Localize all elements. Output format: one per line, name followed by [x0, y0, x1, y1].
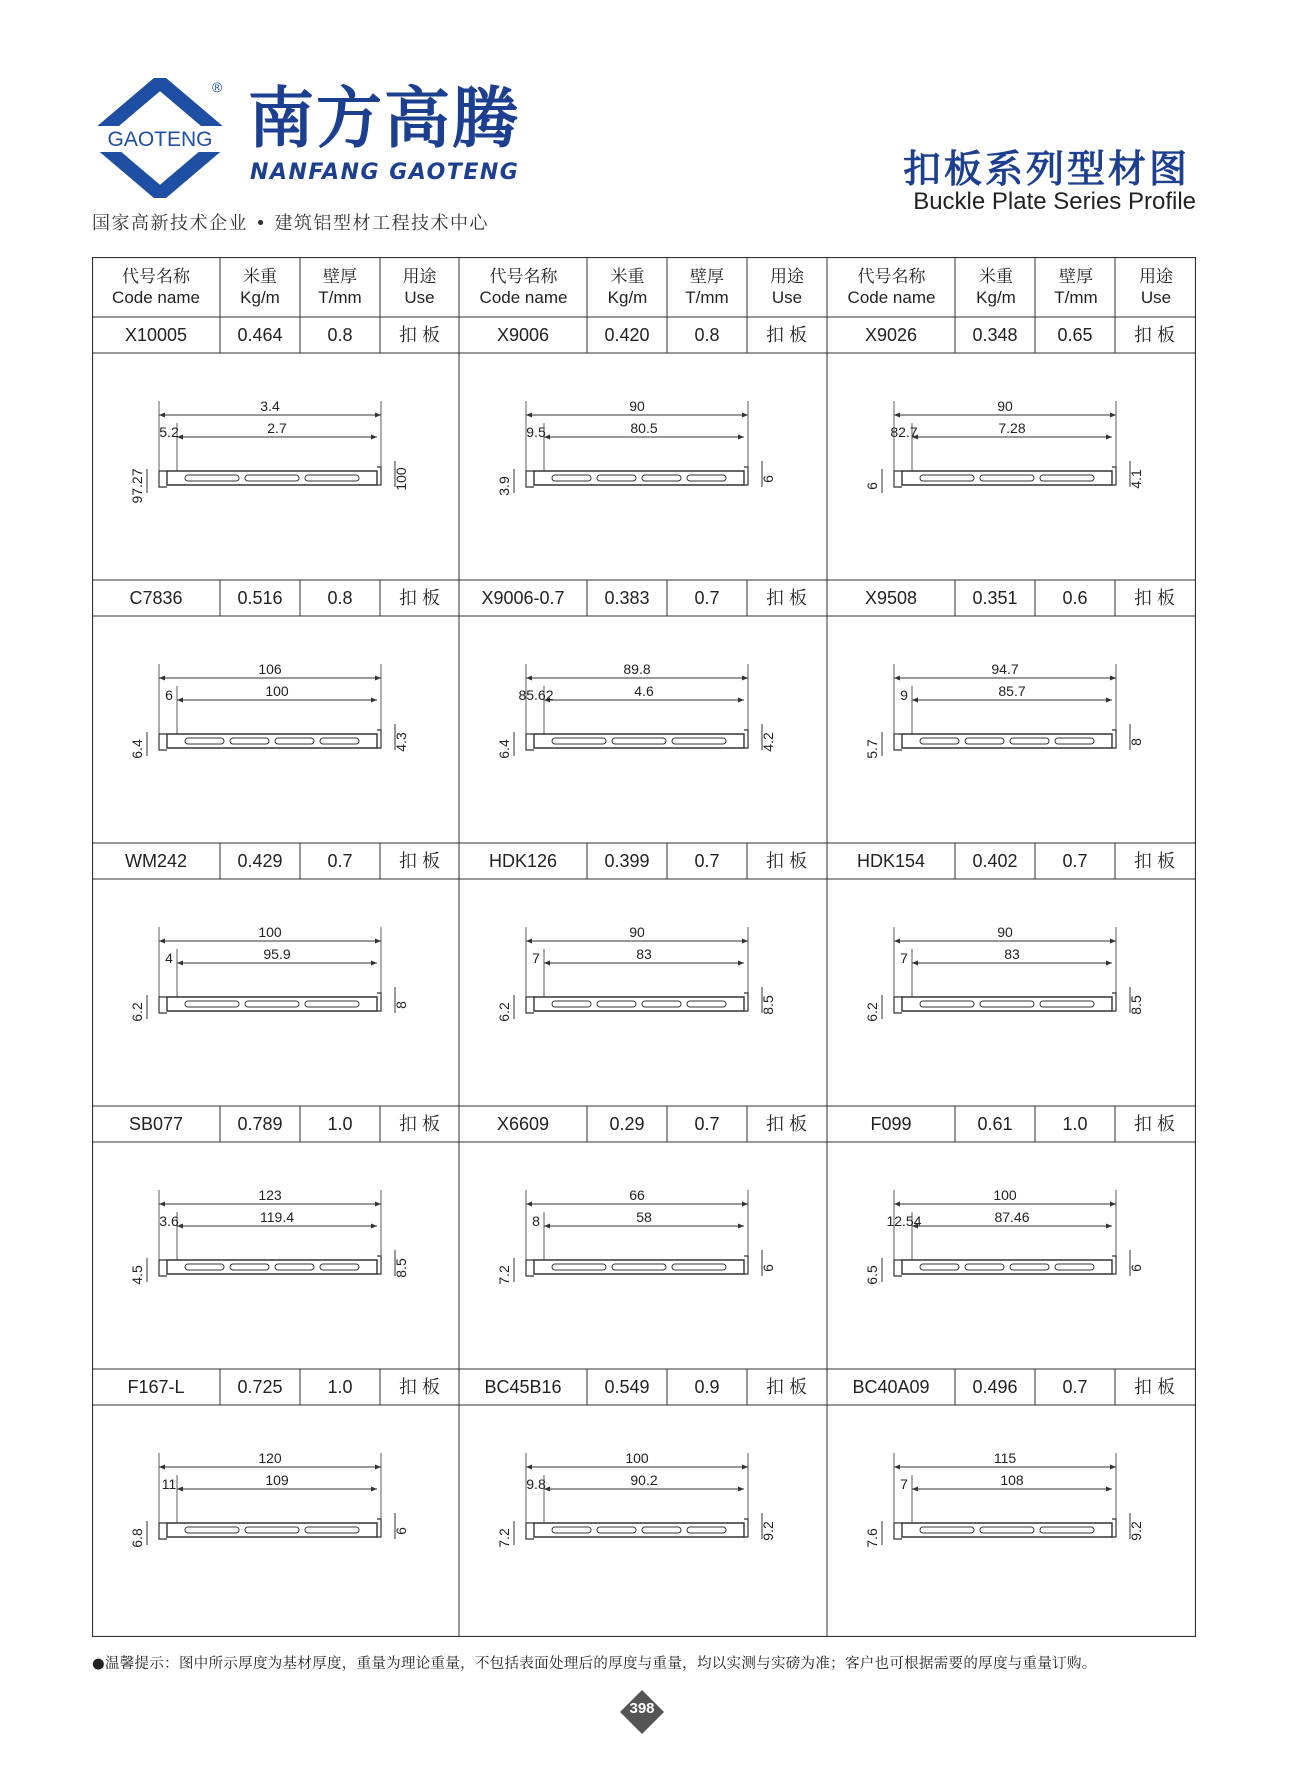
profile-drawing-F167-L: [129, 1450, 409, 1548]
cell-weight: 0.549: [604, 1377, 650, 1397]
profile-cavity: [245, 1527, 299, 1533]
dim-inner-width: 95.9: [263, 946, 291, 962]
cell-thickness: 0.7: [694, 1114, 720, 1134]
profile-cavity: [672, 1264, 726, 1270]
profile-svg: [827, 616, 1194, 843]
profile-svg: [827, 1142, 1194, 1369]
dim-right-height: 6: [760, 1264, 776, 1272]
profile-outline: [167, 471, 377, 485]
profile-outline: [902, 471, 1112, 485]
profile-drawing-X6609: [496, 1187, 776, 1285]
cell-use: 扣 板: [1133, 851, 1175, 871]
profile-svg: [92, 1142, 459, 1369]
profile-lip: [894, 471, 902, 487]
dim-overall-width: 106: [258, 661, 282, 677]
cell-code: X9508: [864, 588, 918, 608]
dim-offset: 9.8: [526, 1476, 546, 1492]
profile-outline: [902, 1523, 1112, 1537]
cell-weight: 0.402: [972, 851, 1018, 871]
profile-drawing-WM242: [129, 924, 409, 1022]
cell-use: 扣 板: [1133, 1377, 1175, 1397]
dim-right-height: 4.3: [393, 732, 409, 752]
profile-drawing-SB077: [129, 1187, 409, 1285]
cell-use: 扣 板: [1133, 1114, 1175, 1134]
table-header-row: [92, 257, 1196, 317]
dim-right-height: 6: [760, 475, 776, 483]
profile-svg: [827, 879, 1194, 1106]
profile-cavity: [642, 475, 681, 481]
profile-lip: [894, 1523, 902, 1539]
dim-right-height: 6: [393, 1527, 409, 1535]
brand-name-cn: 南方高腾: [248, 80, 520, 157]
profile-cavity: [275, 738, 314, 744]
header-thickness: 壁厚 T/mm: [1054, 267, 1098, 307]
profile-drawing-HDK154: [864, 924, 1144, 1022]
profile-cavity: [980, 475, 1034, 481]
cell-weight: 0.61: [977, 1114, 1013, 1134]
profile-cavity: [1010, 1264, 1049, 1270]
dim-offset: 9.5: [526, 424, 546, 440]
profile-cavity: [305, 475, 359, 481]
dim-left-height: 6: [864, 482, 880, 490]
dim-offset: 85.62: [518, 687, 554, 703]
dim-inner-width: 109: [265, 1472, 289, 1488]
cell-code: C7836: [129, 588, 183, 608]
profile-cavity: [230, 738, 269, 744]
cell-thickness: 0.8: [694, 325, 720, 345]
profile-cavity: [245, 1001, 299, 1007]
cell-weight: 0.399: [604, 851, 650, 871]
dim-right-height: 8: [393, 1001, 409, 1009]
page-title-en: Buckle Plate Series Profile: [913, 188, 1196, 215]
profile-svg: [827, 1405, 1194, 1632]
profile-outline: [534, 997, 744, 1011]
profile-cavity: [1055, 738, 1094, 744]
cell-thickness: 0.8: [327, 588, 353, 608]
profile-cavity: [980, 1001, 1034, 1007]
page-number: 398: [629, 1700, 655, 1717]
profile-lip: [526, 997, 534, 1013]
profile-cavity: [920, 475, 974, 481]
header-weight: 米重 Kg/m: [607, 267, 648, 307]
dim-left-height: 6.2: [129, 1002, 145, 1022]
cell-code: BC40A09: [852, 1377, 930, 1397]
dim-right-height: 8.5: [1128, 995, 1144, 1015]
profile-drawing-cell: [92, 1405, 459, 1632]
cell-use: 扣 板: [398, 325, 440, 345]
profile-cavity: [1040, 1001, 1094, 1007]
profile-drawing-cell: [459, 879, 827, 1106]
profile-cavity: [552, 1264, 606, 1270]
profile-drawing-cell: [827, 616, 1196, 843]
cell-weight: 0.29: [609, 1114, 645, 1134]
header-code: 代号名称 Code name: [479, 267, 568, 307]
company-tagline: 国家高新技术企业 • 建筑铝型材工程技术中心: [92, 213, 490, 234]
dim-inner-width: 83: [636, 946, 652, 962]
cell-weight: 0.789: [237, 1114, 283, 1134]
profile-lip: [159, 997, 167, 1013]
header-thickness: 壁厚 T/mm: [318, 267, 362, 307]
dim-inner-width: 119.4: [260, 1209, 294, 1225]
profile-drawing-cell: [92, 1142, 459, 1369]
product-row: [92, 843, 1196, 1106]
gaoteng-logo: [90, 78, 230, 198]
profile-drawing-X9006-0.7: [496, 661, 776, 759]
profile-cavity: [965, 738, 1004, 744]
profile-cavity: [672, 738, 726, 744]
cell-code: X9026: [864, 325, 918, 345]
cell-weight: 0.383: [604, 588, 650, 608]
profile-cavity: [185, 1527, 239, 1533]
dim-left-height: 6.4: [496, 739, 512, 759]
dim-left-height: 6.2: [864, 1002, 880, 1022]
dim-right-height: 9.2: [1128, 1521, 1144, 1541]
cell-code: BC45B16: [484, 1377, 562, 1397]
cell-code: X9006: [496, 325, 550, 345]
dim-offset: 5.2: [159, 424, 179, 440]
profile-lip: [159, 1260, 167, 1276]
cell-use: 扣 板: [398, 1114, 440, 1134]
cell-thickness: 0.7: [694, 851, 720, 871]
dim-overall-width: 3.4: [260, 398, 280, 414]
profile-lip: [526, 1523, 534, 1539]
profile-lip: [526, 734, 534, 750]
header-code: 代号名称 Code name: [847, 267, 936, 307]
profile-cavity: [320, 1264, 359, 1270]
cell-weight: 0.429: [237, 851, 283, 871]
dim-left-height: 97.27: [129, 468, 145, 504]
profile-drawing-cell: [459, 353, 827, 580]
dim-offset: 7: [532, 950, 540, 966]
dim-inner-width: 80.5: [630, 420, 658, 436]
cell-weight: 0.420: [604, 325, 650, 345]
dim-right-height: 4.2: [760, 732, 776, 752]
profile-outline: [534, 1260, 744, 1274]
profile-svg: [459, 1142, 826, 1369]
profile-drawing-X9006: [496, 398, 776, 496]
cell-weight: 0.725: [237, 1377, 283, 1397]
dim-overall-width: 123: [258, 1187, 282, 1203]
profile-drawing-HDK126: [496, 924, 776, 1022]
cell-use: 扣 板: [765, 325, 807, 345]
cell-code: X10005: [124, 325, 188, 345]
profile-cavity: [597, 475, 636, 481]
dim-inner-width: 100: [265, 683, 289, 699]
cell-use: 扣 板: [1133, 588, 1175, 608]
dim-offset: 82.7: [890, 424, 918, 440]
dim-right-height: 100: [393, 467, 409, 491]
profile-drawing-cell: [827, 1405, 1196, 1632]
dim-right-height: 6: [1128, 1264, 1144, 1272]
profile-drawing-BC40A09: [864, 1450, 1144, 1548]
cell-thickness: 0.9: [694, 1377, 720, 1397]
dim-overall-width: 90: [997, 398, 1013, 414]
profile-cavity: [275, 1264, 314, 1270]
dim-offset: 7: [900, 1476, 908, 1492]
profile-cavity: [642, 1001, 681, 1007]
dim-inner-width: 90.2: [630, 1472, 658, 1488]
cell-use: 扣 板: [398, 1377, 440, 1397]
dim-left-height: 5.7: [864, 739, 880, 759]
profile-cavity: [687, 1527, 726, 1533]
profile-lip: [894, 997, 902, 1013]
profile-cavity: [230, 1264, 269, 1270]
cell-use: 扣 板: [765, 1114, 807, 1134]
profile-drawing-cell: [827, 1142, 1196, 1369]
profile-cavity: [1040, 1527, 1094, 1533]
dim-overall-width: 94.7: [991, 661, 1019, 677]
profile-cavity: [1055, 1264, 1094, 1270]
profile-outline: [167, 1260, 377, 1274]
brand-name-en: NANFANG GAOTENG: [250, 160, 520, 185]
dim-inner-width: 7.28: [998, 420, 1026, 436]
dim-inner-width: 87.46: [994, 1209, 1030, 1225]
product-row: [92, 317, 1196, 580]
cell-weight: 0.464: [237, 325, 283, 345]
cell-weight: 0.348: [972, 325, 1018, 345]
profile-drawing-cell: [92, 879, 459, 1106]
cell-use: 扣 板: [1133, 325, 1175, 345]
dim-inner-width: 85.7: [998, 683, 1026, 699]
dim-left-height: 7.2: [496, 1265, 512, 1285]
dim-offset: 11: [161, 1476, 177, 1492]
profile-cavity: [305, 1001, 359, 1007]
profile-cavity: [612, 1264, 666, 1270]
profile-svg: [92, 353, 459, 580]
footnote: ●温馨提示：图中所示厚度为基材厚度，重量为理论重量，不包括表面处理后的厚度与重量，均以实测与实磅为准；客户也可根据需要的厚度与重量订购。: [92, 1656, 1097, 1672]
dim-overall-width: 100: [993, 1187, 1017, 1203]
profile-lip: [526, 1260, 534, 1276]
cell-code: WM242: [124, 851, 187, 871]
cell-code: SB077: [128, 1114, 184, 1134]
cell-weight: 0.351: [972, 588, 1018, 608]
dim-offset: 12.54: [886, 1213, 922, 1229]
profile-svg: [92, 879, 459, 1106]
profile-cavity: [185, 1001, 239, 1007]
profile-lip: [159, 1523, 167, 1539]
cell-thickness: 0.65: [1057, 325, 1093, 345]
profile-cavity: [597, 1001, 636, 1007]
dim-offset: 6: [165, 687, 173, 703]
profile-outline: [167, 997, 377, 1011]
profile-outline: [534, 734, 744, 748]
cell-use: 扣 板: [398, 851, 440, 871]
dim-overall-width: 89.8: [623, 661, 651, 677]
dim-overall-width: 90: [629, 398, 645, 414]
profile-drawing-F099: [864, 1187, 1144, 1285]
dim-right-height: 9.2: [760, 1521, 776, 1541]
dim-inner-width: 58: [636, 1209, 652, 1225]
profile-cavity: [920, 1527, 974, 1533]
profile-cavity: [1040, 475, 1094, 481]
dim-offset: 7: [900, 950, 908, 966]
dim-right-height: 8.5: [393, 1258, 409, 1278]
profile-outline: [902, 734, 1112, 748]
dim-offset: 3.6: [159, 1213, 179, 1229]
profile-cavity: [320, 738, 359, 744]
product-row: [92, 1106, 1196, 1369]
header-use: 用途 Use: [1139, 267, 1173, 307]
profile-drawing-X9508: [864, 661, 1144, 759]
profile-cavity: [185, 475, 239, 481]
cell-use: 扣 板: [398, 588, 440, 608]
profile-lip: [894, 734, 902, 750]
cell-use: 扣 板: [765, 851, 807, 871]
cell-thickness: 1.0: [327, 1114, 353, 1134]
profile-cavity: [920, 1001, 974, 1007]
profile-cavity: [642, 1527, 681, 1533]
profile-drawing-X9026: [864, 398, 1144, 493]
cell-code: X6609: [496, 1114, 550, 1134]
dim-left-height: 6.5: [864, 1265, 880, 1285]
cell-thickness: 0.7: [327, 851, 353, 871]
profile-cavity: [687, 1001, 726, 1007]
dim-overall-width: 115: [993, 1450, 1017, 1466]
profile-drawing-X10005: [129, 398, 409, 504]
profile-drawing-cell: [459, 1405, 827, 1632]
dim-right-height: 8.5: [760, 995, 776, 1015]
dim-inner-width: 108: [1000, 1472, 1024, 1488]
profile-svg: [827, 353, 1194, 580]
profile-drawing-cell: [459, 1142, 827, 1369]
page-title-cn: 扣板系列型材图: [902, 147, 1190, 191]
cell-thickness: 0.7: [1062, 1377, 1088, 1397]
cell-thickness: 0.6: [1062, 588, 1088, 608]
profile-lip: [894, 1260, 902, 1276]
profile-cavity: [687, 475, 726, 481]
header-weight: 米重 Kg/m: [976, 267, 1016, 307]
profile-outline: [534, 471, 744, 485]
header-thickness: 壁厚 T/mm: [685, 267, 729, 307]
cell-weight: 0.496: [972, 1377, 1018, 1397]
profile-cavity: [185, 1264, 224, 1270]
cell-thickness: 1.0: [1062, 1114, 1088, 1134]
cell-thickness: 0.7: [1062, 851, 1088, 871]
cell-code: F099: [870, 1114, 912, 1134]
profile-drawing-cell: [92, 616, 459, 843]
dim-right-height: 8: [1128, 738, 1144, 746]
profile-svg: [459, 879, 826, 1106]
profile-drawing-cell: [459, 616, 827, 843]
cell-code: HDK154: [856, 851, 926, 871]
profile-cavity: [920, 738, 959, 744]
dim-offset: 9: [900, 687, 908, 703]
dim-left-height: 7.2: [496, 1528, 512, 1548]
header-use: 用途 Use: [770, 267, 804, 307]
profile-lip: [159, 734, 167, 750]
profile-cavity: [552, 1001, 591, 1007]
dim-overall-width: 90: [629, 924, 645, 940]
product-row: [92, 1369, 1196, 1632]
profile-cavity: [1010, 738, 1049, 744]
profile-cavity: [597, 1527, 636, 1533]
profile-drawing-cell: [827, 879, 1196, 1106]
header-use: 用途 Use: [402, 267, 437, 307]
profile-cavity: [920, 1264, 959, 1270]
cell-use: 扣 板: [765, 1377, 807, 1397]
profile-drawing-BC45B16: [496, 1450, 776, 1548]
dim-overall-width: 120: [258, 1450, 282, 1466]
profile-svg: [459, 1405, 826, 1632]
profile-svg: [92, 616, 459, 843]
cell-thickness: 1.0: [327, 1377, 353, 1397]
profile-outline: [167, 734, 377, 748]
dim-left-height: 4.5: [129, 1265, 145, 1285]
header-code: 代号名称 Code name: [112, 267, 200, 307]
cell-use: 扣 板: [765, 588, 807, 608]
dim-overall-width: 100: [258, 924, 282, 940]
cell-code: X9006-0.7: [481, 588, 565, 608]
profile-cavity: [245, 475, 299, 481]
cell-weight: 0.516: [237, 588, 283, 608]
dim-inner-width: 83: [1004, 946, 1020, 962]
dim-left-height: 7.6: [864, 1528, 880, 1548]
profile-cavity: [185, 738, 224, 744]
profile-drawing-cell: [92, 353, 459, 580]
profile-cavity: [612, 738, 666, 744]
profile-svg: [459, 353, 826, 580]
dim-right-height: 4.1: [1128, 469, 1144, 489]
profile-lip: [159, 471, 167, 487]
profile-svg: [92, 1405, 459, 1632]
profile-cavity: [965, 1264, 1004, 1270]
cell-code: HDK126: [488, 851, 558, 871]
profile-cavity: [552, 1527, 591, 1533]
dim-left-height: 6.8: [129, 1528, 145, 1548]
profile-drawing-C7836: [129, 661, 409, 759]
logo-wordmark: GAOTENG: [107, 128, 213, 151]
dim-overall-width: 66: [629, 1187, 645, 1203]
dim-overall-width: 90: [997, 924, 1013, 940]
header-weight: 米重 Kg/m: [240, 267, 280, 307]
profile-drawing-cell: [827, 353, 1196, 580]
cell-code: F167-L: [127, 1377, 185, 1397]
dim-left-height: 6.4: [129, 739, 145, 759]
profile-outline: [167, 1523, 377, 1537]
profile-outline: [902, 997, 1112, 1011]
dim-left-height: 6.2: [496, 1002, 512, 1022]
profile-outline: [534, 1523, 744, 1537]
profile-cavity: [980, 1527, 1034, 1533]
dim-offset: 8: [532, 1213, 540, 1229]
profile-lip: [526, 471, 534, 487]
cell-thickness: 0.8: [327, 325, 353, 345]
dim-inner-width: 2.7: [267, 420, 287, 436]
profile-cavity: [305, 1527, 359, 1533]
profile-cavity: [552, 475, 591, 481]
dim-left-height: 3.9: [496, 476, 512, 496]
profile-svg: [459, 616, 826, 843]
cell-thickness: 0.7: [694, 588, 720, 608]
profile-cavity: [552, 738, 606, 744]
dim-overall-width: 100: [625, 1450, 649, 1466]
product-row: [92, 580, 1196, 843]
dim-inner-width: 4.6: [634, 683, 654, 699]
svg-text:®: ®: [212, 79, 223, 95]
profile-outline: [902, 1260, 1112, 1274]
dim-offset: 4: [165, 950, 173, 966]
profile-catalog-table: [92, 257, 1196, 1637]
